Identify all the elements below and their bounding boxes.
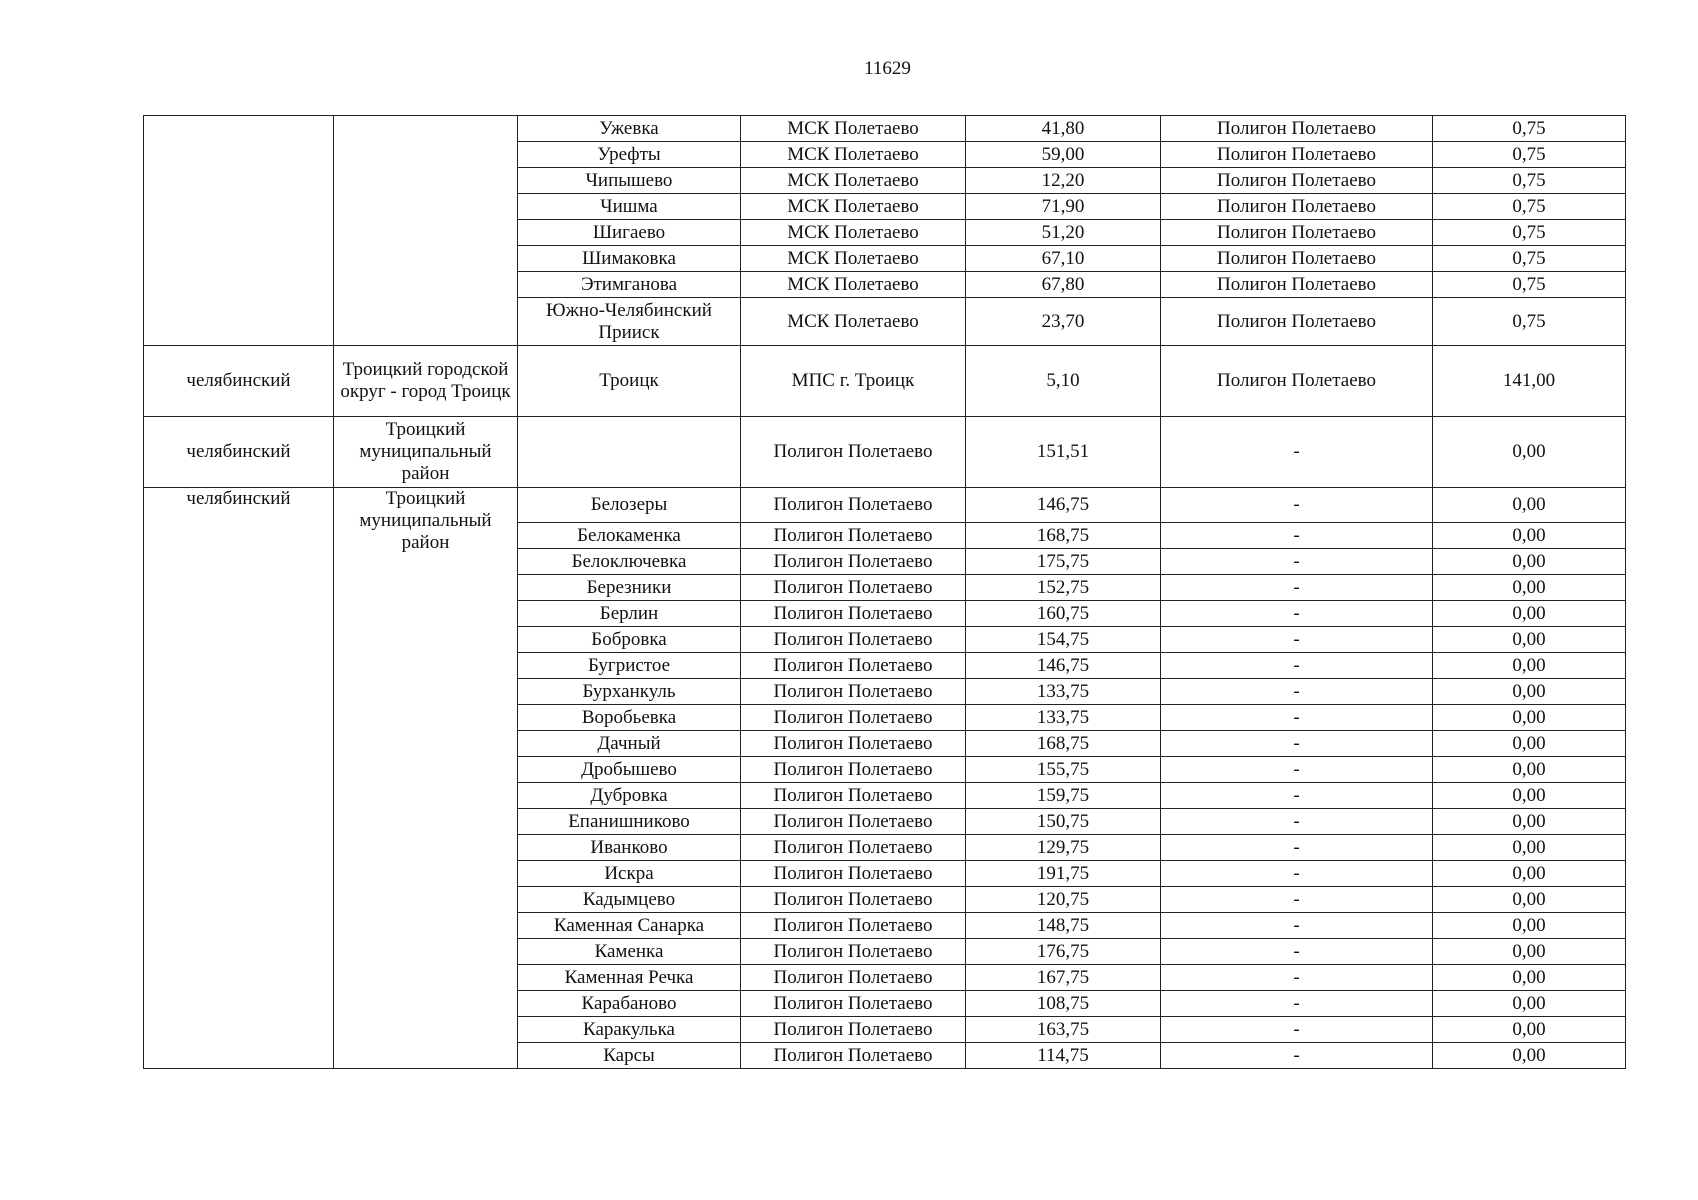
distance-cell: 108,75 [966,991,1161,1017]
settlement-cell: Белокаменка [518,523,741,549]
destination-cell: - [1161,575,1433,601]
distance-cell: 168,75 [966,731,1161,757]
rate-cell: 0,00 [1433,783,1626,809]
settlement-cell: Белоключевка [518,549,741,575]
settlement-cell: Карсы [518,1043,741,1069]
source-cell: Полигон Полетаево [741,757,966,783]
distance-cell: 71,90 [966,194,1161,220]
source-cell: МПС г. Троицк [741,346,966,417]
source-cell: Полигон Полетаево [741,913,966,939]
distance-cell: 67,80 [966,272,1161,298]
source-cell: Полигон Полетаево [741,991,966,1017]
distance-cell: 154,75 [966,627,1161,653]
settlement-cell: Каракулька [518,1017,741,1043]
rate-cell: 0,75 [1433,194,1626,220]
destination-cell: - [1161,417,1433,488]
settlement-cell: Березники [518,575,741,601]
distance-cell: 5,10 [966,346,1161,417]
distance-cell: 167,75 [966,965,1161,991]
settlement-cell: Этимганова [518,272,741,298]
source-cell: МСК Полетаево [741,272,966,298]
rate-cell: 0,00 [1433,679,1626,705]
source-cell: Полигон Полетаево [741,417,966,488]
settlement-cell: Троицк [518,346,741,417]
source-cell: Полигон Полетаево [741,965,966,991]
settlement-cell: Каменная Санарка [518,913,741,939]
settlement-cell: Шимаковка [518,246,741,272]
destination-cell: - [1161,705,1433,731]
distance-cell: 152,75 [966,575,1161,601]
destination-cell: - [1161,861,1433,887]
source-cell: МСК Полетаево [741,298,966,346]
rate-cell: 0,00 [1433,627,1626,653]
settlement-cell: Искра [518,861,741,887]
destination-cell: Полигон Полетаево [1161,142,1433,168]
settlement-cell: Епанишниково [518,809,741,835]
settlement-cell: Бурханкуль [518,679,741,705]
settlement-cell: Каменка [518,939,741,965]
rate-cell: 0,75 [1433,168,1626,194]
destination-cell: Полигон Полетаево [1161,346,1433,417]
source-cell: Полигон Полетаево [741,731,966,757]
distance-cell: 146,75 [966,488,1161,523]
table-row [144,116,1626,142]
source-cell: МСК Полетаево [741,194,966,220]
destination-cell: - [1161,939,1433,965]
rate-cell: 0,00 [1433,939,1626,965]
source-cell: Полигон Полетаево [741,679,966,705]
source-cell: Полигон Полетаево [741,835,966,861]
source-cell: Полигон Полетаево [741,575,966,601]
destination-cell: - [1161,549,1433,575]
distance-cell: 150,75 [966,809,1161,835]
settlement-cell: Белозеры [518,488,741,523]
destination-cell: Полигон Полетаево [1161,272,1433,298]
distance-cell: 120,75 [966,887,1161,913]
settlement-cell: Шигаево [518,220,741,246]
destination-cell: - [1161,627,1433,653]
destination-cell: Полигон Полетаево [1161,194,1433,220]
distance-cell: 41,80 [966,116,1161,142]
settlement-cell: Южно-Челябинский Прииск [518,298,741,346]
destination-cell: - [1161,991,1433,1017]
destination-cell: - [1161,601,1433,627]
rate-cell: 0,00 [1433,549,1626,575]
settlement-cell: Дубровка [518,783,741,809]
settlement-cell: Чишма [518,194,741,220]
source-cell: Полигон Полетаево [741,627,966,653]
distance-cell: 191,75 [966,861,1161,887]
rate-cell: 0,00 [1433,965,1626,991]
destination-cell: - [1161,523,1433,549]
settlement-cell: Дробышево [518,757,741,783]
distance-cell: 146,75 [966,653,1161,679]
settlement-cell: Бугристое [518,653,741,679]
destination-cell: - [1161,809,1433,835]
rate-cell: 0,00 [1433,757,1626,783]
distance-cell: 51,20 [966,220,1161,246]
settlement-cell: Дачный [518,731,741,757]
destination-cell: - [1161,783,1433,809]
source-cell: Полигон Полетаево [741,939,966,965]
rate-cell: 0,00 [1433,601,1626,627]
source-cell: Полигон Полетаево [741,523,966,549]
rate-cell: 0,00 [1433,835,1626,861]
destination-cell: Полигон Полетаево [1161,246,1433,272]
zone-cell [144,116,334,346]
source-cell: Полигон Полетаево [741,653,966,679]
source-cell: Полигон Полетаево [741,1043,966,1069]
table-row [144,488,1626,523]
settlement-cell: Бобровка [518,627,741,653]
zone-cell: челябинский [144,488,334,1069]
distance-cell: 133,75 [966,679,1161,705]
municipality-cell [334,116,518,346]
tariff-table [143,115,1626,1069]
distance-cell: 114,75 [966,1043,1161,1069]
rate-cell: 0,00 [1433,575,1626,601]
destination-cell: - [1161,731,1433,757]
destination-cell: - [1161,1043,1433,1069]
source-cell: МСК Полетаево [741,168,966,194]
table-row [144,417,1626,488]
distance-cell: 155,75 [966,757,1161,783]
destination-cell: - [1161,653,1433,679]
settlement-cell: Иванково [518,835,741,861]
settlement-cell: Ужевка [518,116,741,142]
rate-cell: 0,00 [1433,991,1626,1017]
source-cell: МСК Полетаево [741,142,966,168]
settlement-cell: Урефты [518,142,741,168]
destination-cell: - [1161,887,1433,913]
destination-cell: - [1161,913,1433,939]
source-cell: Полигон Полетаево [741,705,966,731]
source-cell: Полигон Полетаево [741,488,966,523]
rate-cell: 141,00 [1433,346,1626,417]
distance-cell: 129,75 [966,835,1161,861]
rate-cell: 0,00 [1433,1017,1626,1043]
source-cell: Полигон Полетаево [741,783,966,809]
distance-cell: 168,75 [966,523,1161,549]
source-cell: Полигон Полетаево [741,809,966,835]
rate-cell: 0,00 [1433,809,1626,835]
source-cell: Полигон Полетаево [741,861,966,887]
settlement-cell: Карабаново [518,991,741,1017]
rate-cell: 0,00 [1433,861,1626,887]
rate-cell: 0,00 [1433,887,1626,913]
rate-cell: 0,75 [1433,298,1626,346]
destination-cell: Полигон Полетаево [1161,116,1433,142]
destination-cell: - [1161,679,1433,705]
settlement-cell: Кадымцево [518,887,741,913]
source-cell: Полигон Полетаево [741,1017,966,1043]
rate-cell: 0,00 [1433,1043,1626,1069]
destination-cell: Полигон Полетаево [1161,168,1433,194]
municipality-cell: Троицкий муниципальный район [334,417,518,488]
distance-cell: 148,75 [966,913,1161,939]
source-cell: МСК Полетаево [741,246,966,272]
zone-cell: челябинский [144,417,334,488]
settlement-cell: Чипышево [518,168,741,194]
table-row [144,346,1626,417]
settlement-cell: Берлин [518,601,741,627]
settlement-cell [518,417,741,488]
source-cell: Полигон Полетаево [741,549,966,575]
distance-cell: 23,70 [966,298,1161,346]
source-cell: Полигон Полетаево [741,601,966,627]
rate-cell: 0,00 [1433,523,1626,549]
zone-cell: челябинский [144,346,334,417]
rate-cell: 0,75 [1433,142,1626,168]
rate-cell: 0,75 [1433,246,1626,272]
destination-cell: - [1161,757,1433,783]
distance-cell: 67,10 [966,246,1161,272]
source-cell: Полигон Полетаево [741,887,966,913]
distance-cell: 133,75 [966,705,1161,731]
rate-cell: 0,00 [1433,488,1626,523]
settlement-cell: Воробьевка [518,705,741,731]
destination-cell: - [1161,835,1433,861]
destination-cell: - [1161,1017,1433,1043]
destination-cell: - [1161,488,1433,523]
rate-cell: 0,75 [1433,220,1626,246]
destination-cell: Полигон Полетаево [1161,220,1433,246]
distance-cell: 59,00 [966,142,1161,168]
page-number: 11629 [864,58,911,79]
rate-cell: 0,00 [1433,653,1626,679]
distance-cell: 159,75 [966,783,1161,809]
rate-cell: 0,00 [1433,913,1626,939]
source-cell: МСК Полетаево [741,220,966,246]
source-cell: МСК Полетаево [741,116,966,142]
distance-cell: 163,75 [966,1017,1161,1043]
rate-cell: 0,00 [1433,417,1626,488]
rate-cell: 0,00 [1433,731,1626,757]
table-body [144,116,1626,1069]
distance-cell: 175,75 [966,549,1161,575]
rate-cell: 0,00 [1433,705,1626,731]
municipality-cell: Троицкий городской округ - город Троицк [334,346,518,417]
settlement-cell: Каменная Речка [518,965,741,991]
rate-cell: 0,75 [1433,116,1626,142]
municipality-cell: Троицкий муниципальный район [334,488,518,1069]
distance-cell: 151,51 [966,417,1161,488]
distance-cell: 160,75 [966,601,1161,627]
rate-cell: 0,75 [1433,272,1626,298]
destination-cell: - [1161,965,1433,991]
distance-cell: 176,75 [966,939,1161,965]
destination-cell: Полигон Полетаево [1161,298,1433,346]
distance-cell: 12,20 [966,168,1161,194]
